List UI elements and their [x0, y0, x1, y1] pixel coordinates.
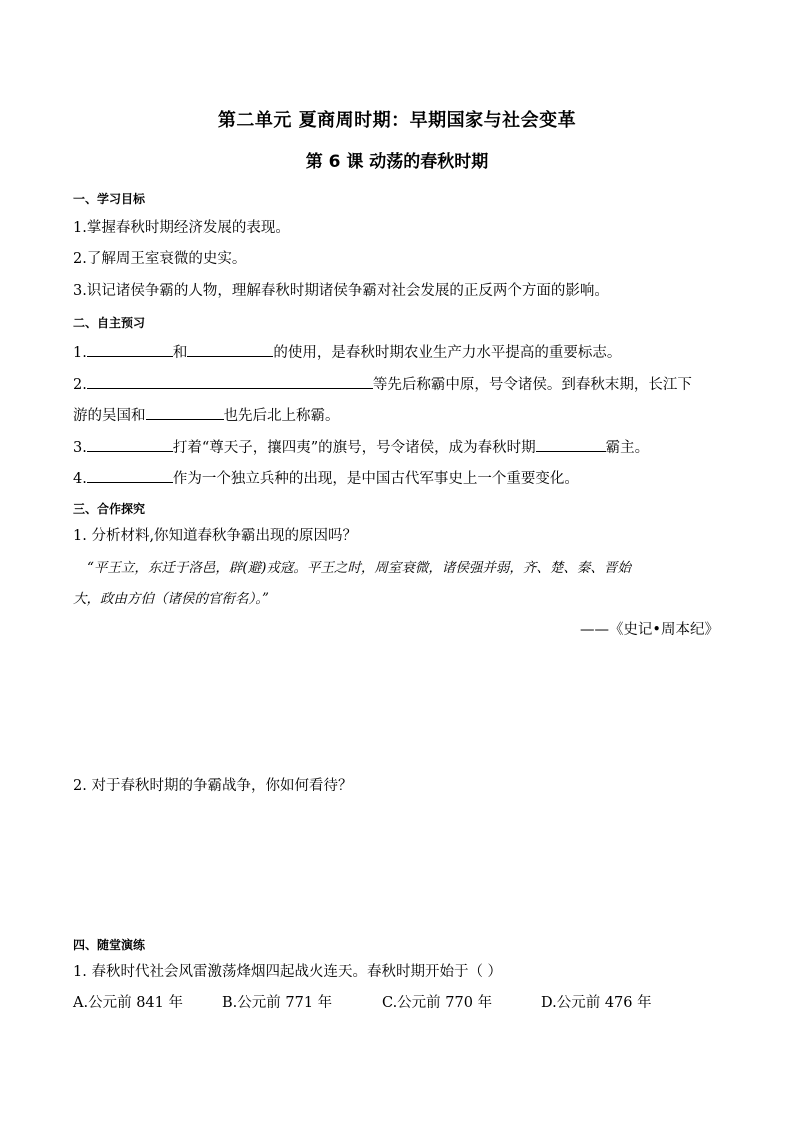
explore-question-1: 1. 分析材料,你知道春秋争霸出现的原因吗？ — [73, 528, 358, 544]
question-number: 1. — [73, 345, 87, 361]
preview-question-2 — [73, 373, 692, 394]
preview-question-4 — [73, 467, 579, 488]
goal-item: 1.掌握春秋时期经济发展的表现。 — [73, 220, 290, 236]
explore-question-2: 2. 对于春秋时期的争霸战争，你如何看待？ — [73, 778, 353, 794]
question-text: 作为一个独立兵种的出现，是中国古代军事史上一个重要变化。 — [172, 471, 579, 487]
section-heading-practice: 四、随堂演练 — [73, 938, 146, 952]
section-heading-explore: 三、合作探究 — [73, 502, 146, 516]
question-number: 4. — [73, 471, 87, 487]
question-text: 打着“尊天子，攘四夷”的旗号，号令诸侯，成为春秋时期 — [172, 440, 536, 456]
fill-blank[interactable] — [146, 405, 224, 420]
fill-blank[interactable] — [536, 437, 606, 452]
answer-option-c[interactable]: C.公元前 770 年 — [382, 995, 493, 1011]
answer-option-d[interactable]: D.公元前 476 年 — [541, 995, 652, 1011]
quote-line: “平王立，东迁于洛邑，辟(避)戎寇。平王之时，周室衰微，诸侯强并弱，齐、楚、秦、晋始 — [87, 560, 631, 576]
fill-blank[interactable] — [87, 342, 173, 357]
question-text: 等先后称霸中原，号令诸侯。到春秋末期，长江下 — [372, 377, 692, 393]
question-number: 3. — [73, 440, 87, 456]
question-text: 游的吴国和 — [73, 408, 146, 424]
question-text: 的使用，是春秋时期农业生产力水平提高的重要标志。 — [273, 345, 622, 361]
preview-question-3 — [73, 436, 649, 457]
quote-line: 大，政由方伯（诸侯的官衔名）。” — [73, 591, 269, 607]
question-text: 和 — [172, 345, 188, 361]
question-text: 霸主。 — [605, 440, 650, 456]
quote-source: ——《史记•周本纪》 — [579, 622, 719, 638]
fill-blank[interactable] — [87, 374, 373, 389]
unit-title: 第二单元 夏商周时期：早期国家与社会变革 — [217, 110, 577, 131]
section-heading-preview: 二、自主预习 — [73, 316, 146, 330]
answer-option-a[interactable]: A.公元前 841 年 — [73, 995, 183, 1011]
fill-blank[interactable] — [87, 437, 173, 452]
fill-blank[interactable] — [187, 342, 273, 357]
lesson-title: 第 6 课 动荡的春秋时期 — [305, 152, 489, 172]
practice-question-1: 1. 春秋时代社会风雷激荡烽烟四起战火连天。春秋时期开始于（ ） — [73, 964, 503, 980]
goal-item: 2.了解周王室衰微的史实。 — [73, 251, 247, 267]
answer-option-b[interactable]: B.公元前 771 年 — [222, 995, 333, 1011]
question-number: 2. — [73, 377, 87, 393]
preview-question-1 — [73, 341, 621, 362]
question-text: 也先后北上称霸。 — [223, 408, 340, 424]
preview-question-2-cont — [73, 404, 340, 425]
fill-blank[interactable] — [87, 468, 173, 483]
goal-item: 3.识记诸侯争霸的人物，理解春秋时期诸侯争霸对社会发展的正反两个方面的影响。 — [73, 283, 609, 299]
section-heading-goals: 一、学习目标 — [73, 192, 146, 206]
